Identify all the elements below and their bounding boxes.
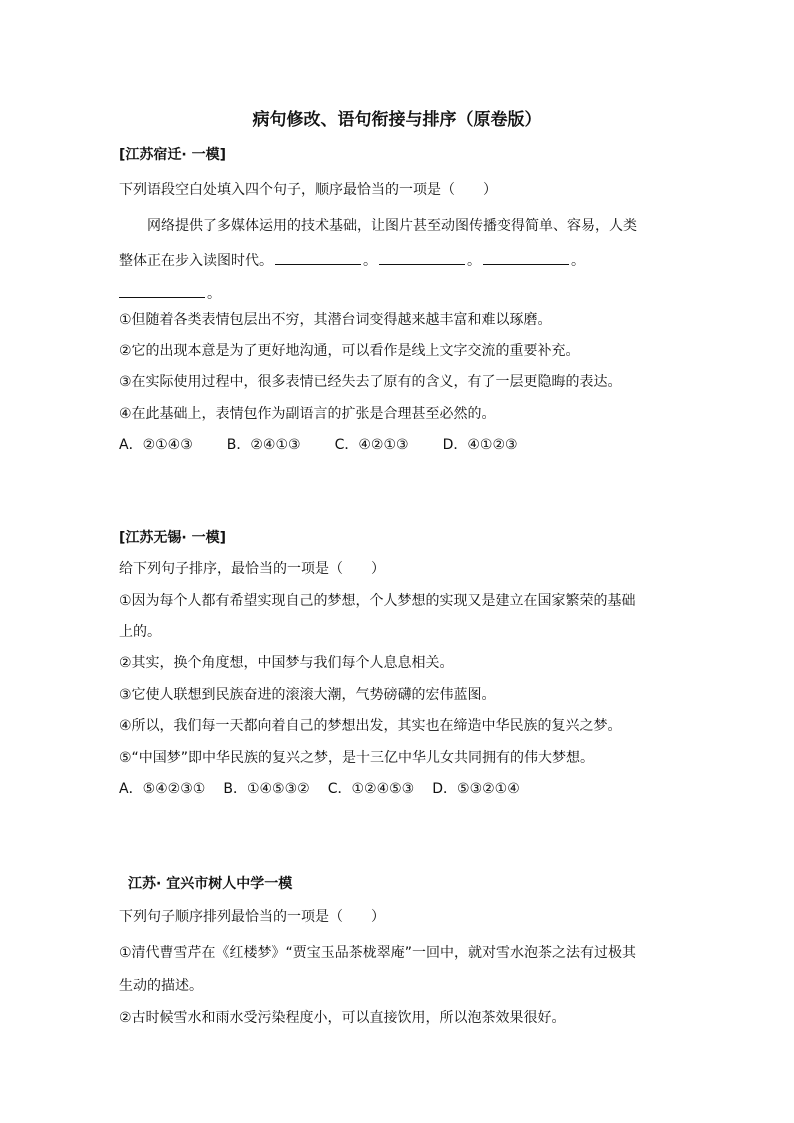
q1-option-d[interactable]: D．④①②③ bbox=[442, 437, 518, 453]
q2-item-2: ②其实，换个角度想，中国梦与我们每个人息息相关。 bbox=[119, 655, 454, 671]
q2-option-b[interactable]: B．①④⑤③② bbox=[223, 781, 310, 797]
q2-option-a[interactable]: A．⑤④②③① bbox=[119, 781, 206, 797]
q1-blank-4[interactable] bbox=[119, 283, 205, 298]
q1-blank-3[interactable] bbox=[483, 250, 569, 265]
q1-item-3: ③在实际使用过程中，很多表情已经失去了原有的含义，有了一层更隐晦的表达。 bbox=[119, 374, 622, 390]
q2-item-5: ⑤“中国梦”即中华民族的复兴之梦，是十三亿中华儿女共同拥有的伟大梦想。 bbox=[119, 750, 595, 766]
q1-blank-1[interactable] bbox=[275, 250, 361, 265]
q2-item-1-cont: 上的。 bbox=[119, 624, 161, 640]
q3-item-2: ②古时候雪水和雨水受污染程度小，可以直接饮用，所以泡茶效果很好。 bbox=[119, 1010, 566, 1026]
q1-stem: 下列语段空白处填入四个句子，顺序最恰当的一项是（ ） bbox=[119, 182, 497, 198]
q1-item-2: ②它的出现本意是为了更好地沟通，可以看作是线上文字交流的重要补充。 bbox=[119, 343, 580, 359]
q2-option-c[interactable]: C．①②④⑤③ bbox=[327, 781, 415, 797]
q2-option-d[interactable]: D．⑤③②①④ bbox=[432, 781, 520, 797]
page-title: 病句修改、语句衔接与排序（原卷版） bbox=[252, 110, 542, 130]
q1-option-b[interactable]: B．②④①③ bbox=[226, 437, 301, 453]
q3-source: 江苏· 宜兴市树人中学一模 bbox=[128, 876, 293, 892]
q2-stem: 给下列句子排序，最恰当的一项是（ ） bbox=[119, 561, 385, 577]
q1-paragraph-line1: 网络提供了多媒体运用的技术基础，让图片甚至动图传播变得简单、容易，人类 bbox=[147, 218, 637, 234]
q2-item-1: ①因为每个人都有希望实现自己的梦想，个人梦想的实现又是建立在国家繁荣的基础 bbox=[119, 593, 636, 609]
q2-item-3: ③它使人联想到民族奋进的滚滚大潮，气势磅礴的宏伟蓝图。 bbox=[119, 687, 496, 703]
q1-source: [江苏宿迁· 一模] bbox=[119, 147, 226, 163]
q2-item-4: ④所以，我们每一天都向着自己的梦想出发，其实也在缔造中华民族的复兴之梦。 bbox=[119, 718, 622, 734]
q1-option-a[interactable]: A．②①④③ bbox=[119, 437, 193, 453]
q1-option-c[interactable]: C．④②①③ bbox=[334, 437, 409, 453]
q3-stem: 下列句子顺序排列最恰当的一项是（ ） bbox=[119, 909, 385, 925]
q1-item-1: ①但随着各类表情包层出不穷，其潜台词变得越来越丰富和难以琢磨。 bbox=[119, 312, 552, 328]
q2-source: [江苏无锡· 一模] bbox=[119, 530, 226, 546]
q1-paragraph-line3: 。 bbox=[119, 283, 679, 304]
q1-options bbox=[119, 435, 679, 455]
q1-paragraph-text: 整体正在步入读图时代。 bbox=[119, 253, 273, 269]
q1-paragraph-line2: 整体正在步入读图时代。 。 。 。 bbox=[119, 250, 679, 271]
q3-item-1: ①清代曹雪芹在《红楼梦》“贾宝玉品茶栊翠庵”一回中，就对雪水泡茶之法有过极其 bbox=[119, 945, 637, 961]
q3-item-1-cont: 生动的描述。 bbox=[119, 978, 203, 994]
q2-options bbox=[119, 779, 679, 799]
q1-item-4: ④在此基础上，表情包作为副语言的扩张是合理甚至必然的。 bbox=[119, 406, 496, 422]
q1-blank-2[interactable] bbox=[379, 250, 465, 265]
